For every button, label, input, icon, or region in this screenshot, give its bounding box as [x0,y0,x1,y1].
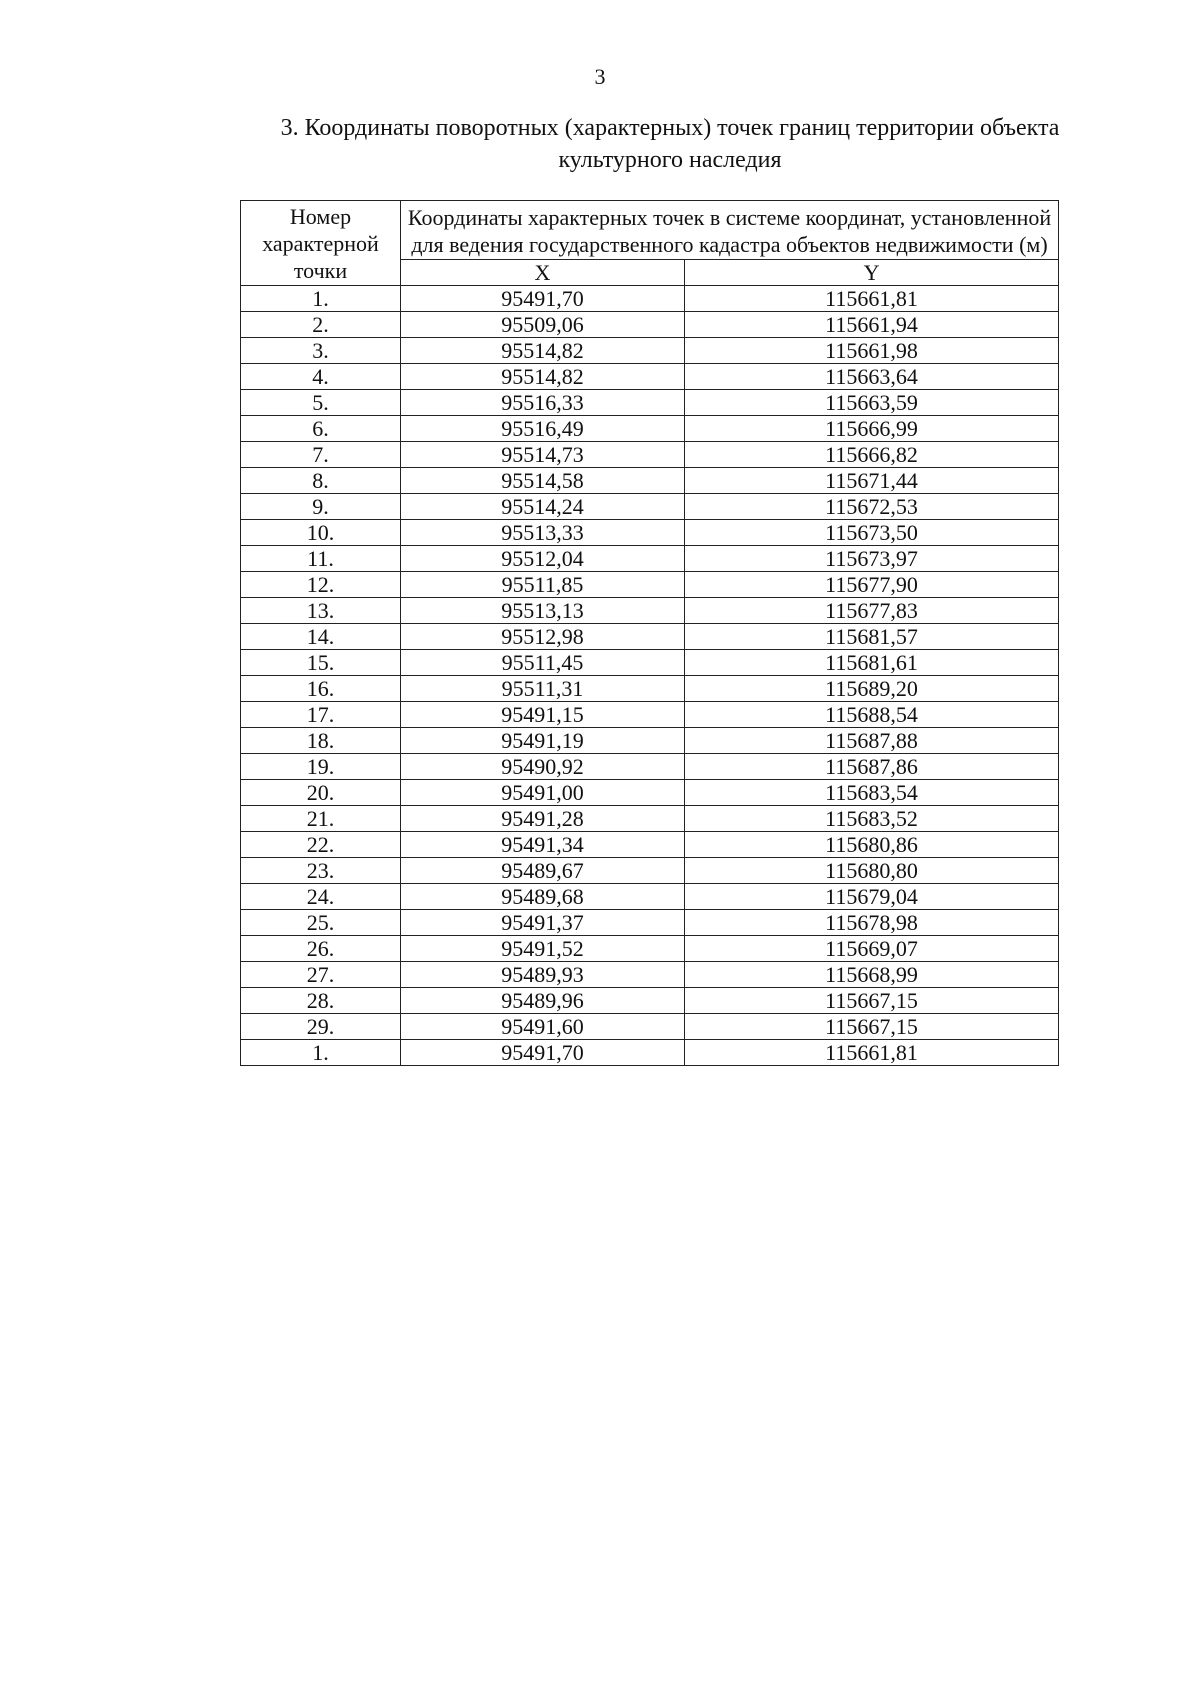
x-coordinate-cell: 95514,82 [401,338,685,364]
table-row [241,936,1059,962]
point-number-cell: 24. [241,884,401,910]
point-number-cell: 23. [241,858,401,884]
x-coordinate-cell: 95490,92 [401,754,685,780]
point-number-cell: 27. [241,962,401,988]
point-number-cell: 2. [241,312,401,338]
y-coordinate-cell: 115683,54 [685,780,1059,806]
table-row [241,494,1059,520]
y-coordinate-cell: 115661,81 [685,286,1059,312]
y-coordinate-cell: 115683,52 [685,806,1059,832]
y-column-header: Y [685,260,1059,286]
x-coordinate-cell: 95491,34 [401,832,685,858]
x-coordinate-cell: 95514,82 [401,364,685,390]
x-coordinate-cell: 95491,70 [401,1040,685,1066]
table-row [241,676,1059,702]
point-number-cell: 16. [241,676,401,702]
table-row [241,520,1059,546]
y-coordinate-cell: 115661,94 [685,312,1059,338]
y-coordinate-cell: 115671,44 [685,468,1059,494]
x-coordinate-cell: 95491,15 [401,702,685,728]
y-coordinate-cell: 115681,61 [685,650,1059,676]
y-coordinate-cell: 115677,90 [685,572,1059,598]
x-coordinate-cell: 95491,37 [401,910,685,936]
point-number-cell: 17. [241,702,401,728]
table-row [241,650,1059,676]
y-coordinate-cell: 115666,82 [685,442,1059,468]
table-row [241,338,1059,364]
point-number-cell: 28. [241,988,401,1014]
point-number-cell: 21. [241,806,401,832]
table-row [241,910,1059,936]
point-number-cell: 14. [241,624,401,650]
x-coordinate-cell: 95516,49 [401,416,685,442]
point-number-cell: 15. [241,650,401,676]
point-number-cell: 6. [241,416,401,442]
y-coordinate-cell: 115680,80 [685,858,1059,884]
x-coordinate-cell: 95511,85 [401,572,685,598]
table-row [241,624,1059,650]
table-row [241,364,1059,390]
x-coordinate-cell: 95491,60 [401,1014,685,1040]
table-row [241,858,1059,884]
point-number-cell: 5. [241,390,401,416]
point-number-cell: 3. [241,338,401,364]
x-coordinate-cell: 95489,68 [401,884,685,910]
x-coordinate-cell: 95513,33 [401,520,685,546]
table-row [241,806,1059,832]
table-row [241,780,1059,806]
coordinates-table [240,200,1059,1066]
table-row [241,702,1059,728]
table-row [241,442,1059,468]
y-coordinate-cell: 115668,99 [685,962,1059,988]
y-coordinate-cell: 115663,64 [685,364,1059,390]
table-row [241,286,1059,312]
table-row [241,1040,1059,1066]
y-coordinate-cell: 115661,81 [685,1040,1059,1066]
x-coordinate-cell: 95489,67 [401,858,685,884]
y-coordinate-cell: 115672,53 [685,494,1059,520]
point-number-cell: 4. [241,364,401,390]
y-coordinate-cell: 115669,07 [685,936,1059,962]
table-row [241,962,1059,988]
section-title: 3. Координаты поворотных (характерных) точек границ территории объекта культурного наследия [280,115,1060,173]
y-coordinate-cell: 115661,98 [685,338,1059,364]
x-coordinate-cell: 95489,93 [401,962,685,988]
y-coordinate-cell: 115667,15 [685,988,1059,1014]
table-row [241,754,1059,780]
x-coordinate-cell: 95491,19 [401,728,685,754]
point-number-cell: 29. [241,1014,401,1040]
x-coordinate-cell: 95512,98 [401,624,685,650]
table-row [241,546,1059,572]
y-coordinate-cell: 115667,15 [685,1014,1059,1040]
coordinates-header: Координаты характерных точек в системе координат, установленной для ведения государственного кадастра объектов недвижимости (м) [401,201,1059,260]
x-coordinate-cell: 95491,52 [401,936,685,962]
point-number-cell: 1. [241,286,401,312]
point-number-cell: 22. [241,832,401,858]
x-column-header: X [401,260,685,286]
y-coordinate-cell: 115673,97 [685,546,1059,572]
y-coordinate-cell: 115679,04 [685,884,1059,910]
x-coordinate-cell: 95514,73 [401,442,685,468]
y-coordinate-cell: 115688,54 [685,702,1059,728]
y-coordinate-cell: 115673,50 [685,520,1059,546]
y-coordinate-cell: 115678,98 [685,910,1059,936]
point-number-cell: 20. [241,780,401,806]
point-number-cell: 9. [241,494,401,520]
page-number: 3 [594,64,606,89]
x-coordinate-cell: 95509,06 [401,312,685,338]
table-body [241,286,1059,1066]
point-number-cell: 8. [241,468,401,494]
table-row [241,468,1059,494]
y-coordinate-cell: 115677,83 [685,598,1059,624]
x-coordinate-cell: 95516,33 [401,390,685,416]
point-number-cell: 12. [241,572,401,598]
table-row [241,598,1059,624]
table-row [241,832,1059,858]
table-row [241,390,1059,416]
point-number-cell: 11. [241,546,401,572]
x-coordinate-cell: 95512,04 [401,546,685,572]
point-number-cell: 25. [241,910,401,936]
point-number-cell: 7. [241,442,401,468]
point-number-cell: 26. [241,936,401,962]
x-coordinate-cell: 95489,96 [401,988,685,1014]
y-coordinate-cell: 115687,88 [685,728,1059,754]
point-number-cell: 10. [241,520,401,546]
point-number-cell: 18. [241,728,401,754]
point-number-header: Номер характерной точки [241,201,401,286]
x-coordinate-cell: 95491,28 [401,806,685,832]
table-row [241,312,1059,338]
x-coordinate-cell: 95511,45 [401,650,685,676]
point-number-cell: 13. [241,598,401,624]
y-coordinate-cell: 115689,20 [685,676,1059,702]
x-coordinate-cell: 95513,13 [401,598,685,624]
x-coordinate-cell: 95511,31 [401,676,685,702]
table-row [241,416,1059,442]
y-coordinate-cell: 115687,86 [685,754,1059,780]
table-row [241,1014,1059,1040]
x-coordinate-cell: 95514,58 [401,468,685,494]
y-coordinate-cell: 115680,86 [685,832,1059,858]
x-coordinate-cell: 95514,24 [401,494,685,520]
x-coordinate-cell: 95491,00 [401,780,685,806]
table-row [241,884,1059,910]
table-row [241,988,1059,1014]
y-coordinate-cell: 115681,57 [685,624,1059,650]
table-row [241,572,1059,598]
point-number-cell: 19. [241,754,401,780]
y-coordinate-cell: 115666,99 [685,416,1059,442]
point-number-cell: 1. [241,1040,401,1066]
table-row [241,728,1059,754]
x-coordinate-cell: 95491,70 [401,286,685,312]
y-coordinate-cell: 115663,59 [685,390,1059,416]
